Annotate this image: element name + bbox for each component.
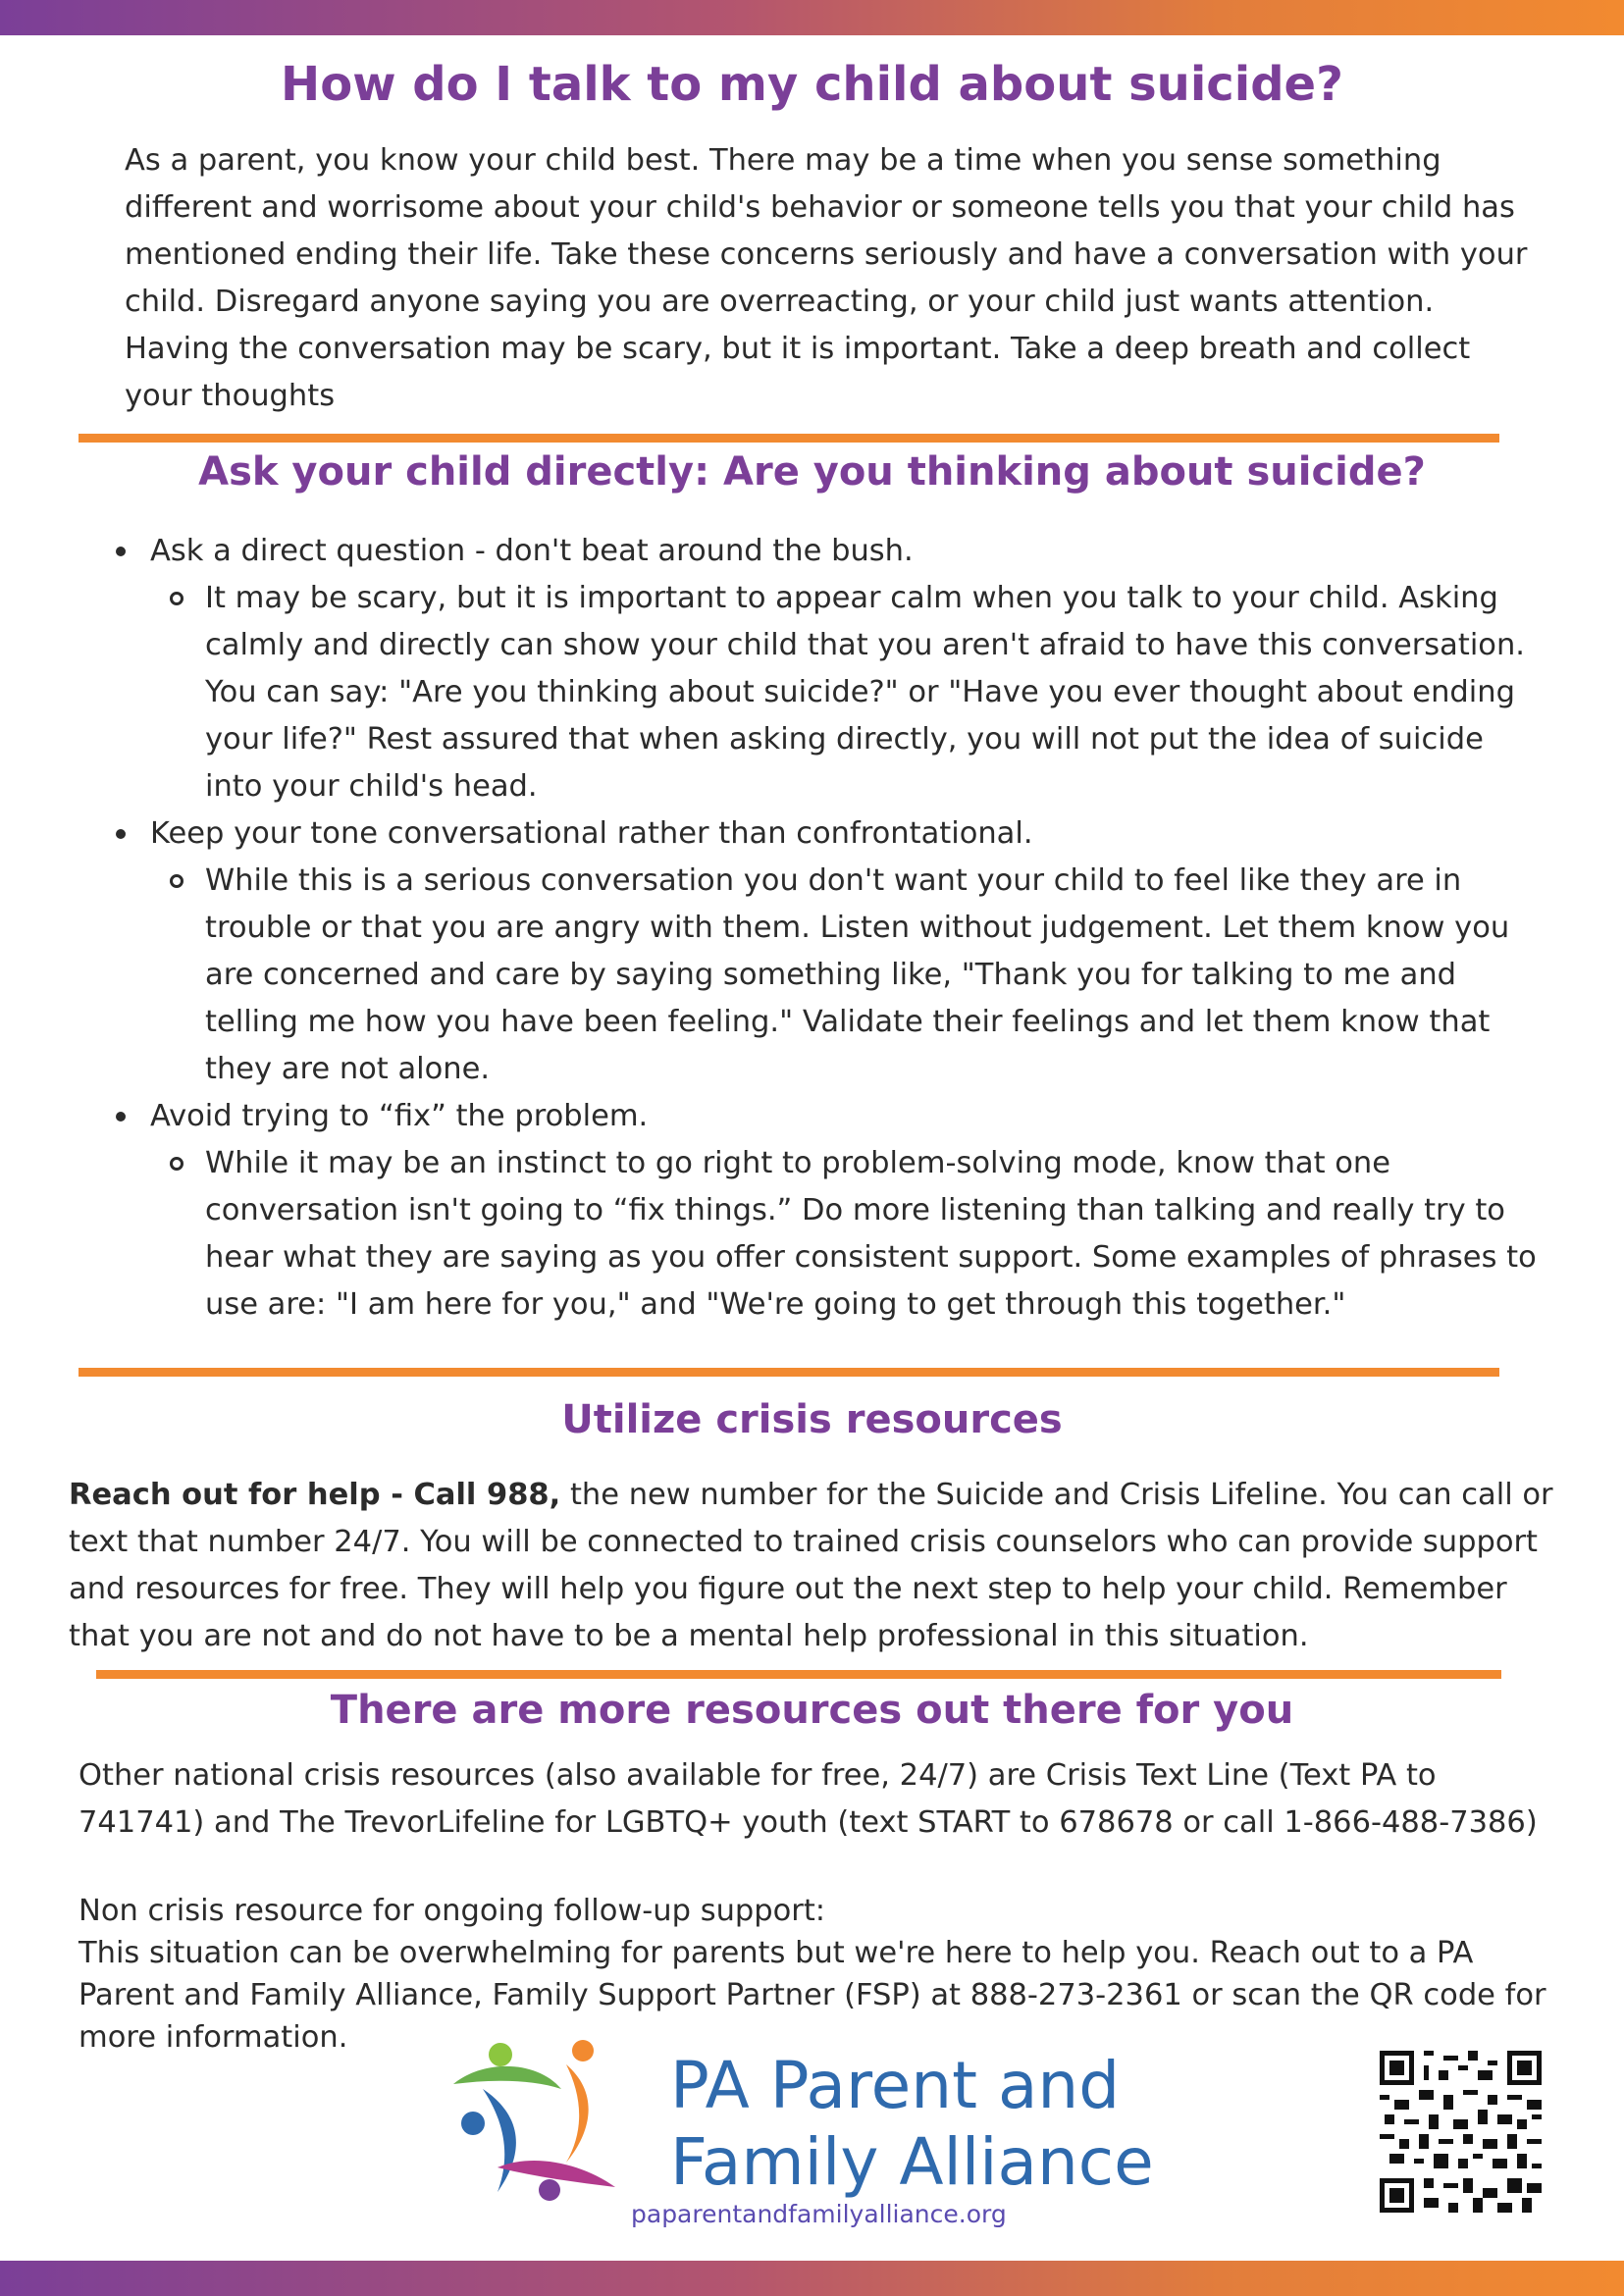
crisis-text: the new number for the Suicide and Crisis Lifeline. You can call or text that number 24/7. You will be connected to trained crisis counselors who can provide support and resources for free. They will help you figure out the next step to help your child. Remember that you are not and do not have to be a mental help professional in this situation. (69, 1478, 1553, 1653)
page-title: How do I talk to my child about suicide? (281, 57, 1343, 112)
qr-code-icon[interactable] (1380, 2051, 1542, 2213)
brand-name-line1: PA Parent and (670, 2048, 1121, 2123)
more-resources-paragraph: Other national crisis resources (also available for free, 24/7) are Crisis Text Line (Text PA to 741741) and The TrevorLifeline for LGBTQ+ youth (text START to 678678 or call 1-866-488-7386) (79, 1758, 1538, 1840)
divider (96, 1670, 1501, 1679)
ask-title-emphasis: Are you thinking about suicide? (723, 449, 1426, 495)
bottom-gradient-bar (0, 2261, 1624, 2296)
intro-paragraph: As a parent, you know your child best. There may be a time when you sense something different and worrisome about your child's behavior or someone tells you that your child has mentioned ending their life. Take these concerns seriously and have a conversation with your child. Disregard anyone saying you are overreacting, or your child just wants attention. Having the conversation may be scary, but it is important. Take a deep breath and collect your thoughts (125, 143, 1528, 413)
bullet-text: Avoid trying to “fix” the problem. (150, 1099, 649, 1133)
brand-name-line2: Family Alliance (670, 2124, 1154, 2200)
crisis-section-title: Utilize crisis resources (561, 1397, 1063, 1442)
noncrisis-block (79, 1890, 1560, 2059)
crisis-paragraph (69, 1472, 1560, 1660)
list-item (35, 810, 1546, 1093)
divider (79, 434, 1499, 443)
top-gradient-bar (0, 0, 1624, 35)
ask-bullet-list (35, 528, 1546, 1329)
more-resources-title: There are more resources out there for you (330, 1688, 1294, 1733)
ask-title-prefix: Ask your child directly: (198, 449, 724, 495)
crisis-call-988: Reach out for help - Call 988, (69, 1478, 561, 1512)
sub-list-item: While this is a serious conversation you don't want your child to feel like they are in trouble or that you are angry with them. Listen without judgement. Let them know you are concerned and care by saying something like, "Thank you for talking to me and telling me how you have been feeling." Validate their feelings and let them know that they are not alone. (150, 858, 1546, 1093)
alliance-logo-icon (444, 2035, 650, 2231)
divider (79, 1368, 1499, 1377)
brand-name (670, 2048, 1154, 2201)
brand-url-link[interactable]: paparentandfamilyalliance.org (631, 2200, 1007, 2228)
bullet-text: Keep your tone conversational rather than confrontational. (150, 816, 1033, 851)
list-item (35, 528, 1546, 810)
sub-list-item: While it may be an instinct to go right to problem-solving mode, know that one conversation isn't going to “fix things.” Do more listening than talking and really try to hear what they are saying as you offer consistent support. Some examples of phrases to use are: "I am here for you," and "We're going to get through this together." (150, 1140, 1546, 1329)
sub-list-item: It may be scary, but it is important to appear calm when you talk to your child. Asking calmly and directly can show your child that you aren't afraid to have this conversation. You can say: "Are you thinking about suicide?" or "Have you ever thought about ending your life?" Rest assured that when asking directly, you will not put the idea of suicide into your child's head. (150, 575, 1546, 810)
noncrisis-text: This situation can be overwhelming for parents but we're here to help you. Reach out to a PA Parent and Family Alliance, Family Support Partner (FSP) at 888-273-2361 or scan the QR code for more information. (79, 1936, 1546, 2055)
noncrisis-heading: Non crisis resource for ongoing follow-up support: (79, 1894, 826, 1928)
ask-section-title (0, 449, 1624, 495)
bullet-text: Ask a direct question - don't beat around the bush. (150, 534, 914, 568)
list-item (35, 1093, 1546, 1329)
